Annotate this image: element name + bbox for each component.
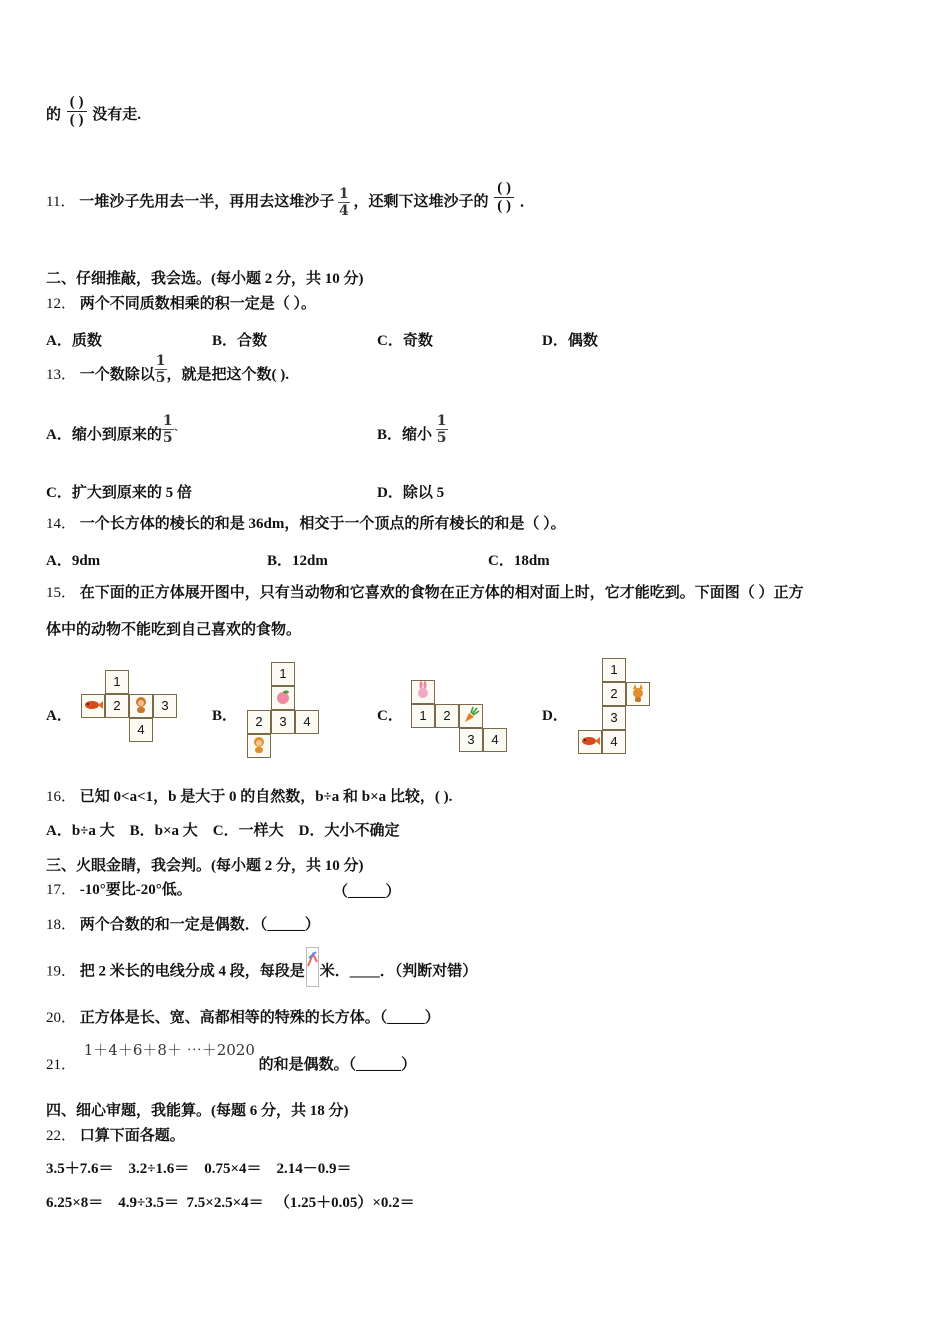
q10-prefix: 的 <box>46 106 62 123</box>
q16-number: 16． <box>46 789 77 805</box>
q13-line <box>46 353 290 387</box>
net-d-face-2: 2 <box>602 682 626 706</box>
q14-option-a[interactable]: A．9dm <box>46 553 101 569</box>
q15-text-a: 在下面的正方体展开图中，只有当动物和它喜欢的食物在正方体的相对面上时，它才能吃到。下面图（ ）正方 <box>79 585 804 601</box>
q20-number: 20． <box>46 1010 77 1026</box>
net-c-face-4: 4 <box>483 728 507 752</box>
monkey-icon <box>129 694 153 718</box>
q13-number: 13． <box>46 367 77 383</box>
q12-option-b[interactable]: B．合数 <box>212 333 268 349</box>
fraction-denominator: 5 <box>436 430 447 447</box>
q16-line <box>46 787 452 807</box>
q22-number: 22． <box>46 1128 77 1144</box>
q17-text: -10°要比-20°低。 <box>79 882 192 898</box>
net-c-face-2: 2 <box>435 704 459 728</box>
fish-icon <box>578 730 602 754</box>
q10-blank-fraction <box>67 94 87 129</box>
q13-option-a-tail: ` <box>173 427 179 443</box>
carrot-icon <box>459 704 483 728</box>
q17-number: 17． <box>46 882 77 898</box>
q19-line <box>46 957 477 987</box>
q19-text-a: 把 2 米长的电线分成 4 段，每段是 <box>79 963 305 980</box>
q11-blank-fraction <box>494 180 514 215</box>
q13-option-d[interactable]: D．除以 5 <box>377 485 445 501</box>
net-b-face-3: 3 <box>271 710 295 734</box>
q12-option-a[interactable]: A．质数 <box>46 333 102 349</box>
net-a-face-3: 3 <box>153 694 177 718</box>
q13-option-c[interactable]: C．扩大到原来的 5 倍 <box>46 485 192 501</box>
net-a-face-1: 1 <box>105 670 129 694</box>
net-c-face-1: 1 <box>411 704 435 728</box>
q19-number: 19． <box>46 963 77 980</box>
q21-expression: 1＋4＋6＋8＋ ⋯＋2020 <box>83 1041 255 1059</box>
q13-option-a[interactable] <box>46 413 179 447</box>
q13-text-b: ，就是把这个数( ). <box>166 367 290 383</box>
calc-row-2: 6.25×8＝ 4.9÷3.5＝ 7.5×2.5×4＝ （1.25＋0.05）×0.2＝ <box>46 1195 415 1211</box>
net-a-face-2: 2 <box>105 694 129 718</box>
rabbit-icon <box>411 680 435 704</box>
net-b-face-4: 4 <box>295 710 319 734</box>
net-b-face-2: 2 <box>247 710 271 734</box>
cat-icon <box>626 682 650 706</box>
q14-text: 一个长方体的棱长的和是 36dm，相交于一个顶点的所有棱长的和是（ ）。 <box>79 516 566 532</box>
net-d-face-1: 1 <box>602 658 626 682</box>
q18-number: 18． <box>46 917 77 933</box>
q19-text-b: 米．____．（判断对错） <box>319 963 478 980</box>
q11-end: ． <box>519 193 535 210</box>
q18-text: 两个合数的和一定是偶数．（_____） <box>79 917 320 933</box>
q14-number: 14． <box>46 516 77 532</box>
q14-option-b[interactable]: B．12dm <box>267 553 328 569</box>
q13-text-a: 一个数除以 <box>79 367 155 383</box>
q15-option-c-label[interactable]: C． <box>377 708 403 724</box>
broken-fraction-image <box>306 947 319 987</box>
q16-options[interactable]: A．b÷a 大 B．b×a 大 C．一样大 D．大小不确定 <box>46 823 400 839</box>
q11-text-b: ，还剩下这堆沙子的 <box>353 193 489 210</box>
q21-line <box>46 1041 417 1075</box>
fraction-denominator: 5 <box>155 370 166 387</box>
q15-option-b-label[interactable]: B． <box>212 708 238 724</box>
fraction-denominator: 5 <box>162 430 173 447</box>
q11-line <box>46 180 535 219</box>
q14-option-c[interactable]: C．18dm <box>488 553 550 569</box>
monkey-icon <box>247 734 271 758</box>
calc-row-1: 3.5＋7.6＝ 3.2÷1.6＝ 0.75×4＝ 2.14－0.9＝ <box>46 1161 352 1177</box>
q20-text: 正方体是长、宽、高都相等的特殊的长方体。（_____） <box>79 1010 440 1026</box>
fraction-denominator: 4 <box>338 203 349 219</box>
q13-option-a-text: A．缩小到原来的 <box>46 427 162 443</box>
q15-line-1 <box>46 583 804 603</box>
section-2-heading: 二、仔细推敲，我会选。(每小题 2 分，共 10 分) <box>46 271 364 287</box>
q17-line <box>46 880 192 900</box>
q16-text: 已知 0<a<1，b 是大于 0 的自然数，b÷a 和 b×a 比较，( ). <box>79 789 453 805</box>
fraction-denominator-blank: ( ) <box>494 197 514 215</box>
q15-option-d-label[interactable]: D． <box>542 708 568 724</box>
q11-number: 11． <box>46 193 76 210</box>
q17-answer-blank[interactable]: （_____） <box>333 884 401 900</box>
q13-fraction-fifth <box>155 353 167 386</box>
q11-text-a: 一堆沙子先用去一半，再用去这堆沙子 <box>79 193 335 210</box>
fraction-numerator-blank: ( ) <box>497 180 511 196</box>
q13-option-a-fraction <box>162 413 174 446</box>
q18-line <box>46 915 320 935</box>
q11-fraction-quarter <box>338 186 350 219</box>
fraction-denominator-blank: ( ) <box>67 111 87 129</box>
peach-icon <box>271 686 295 710</box>
q15-number: 15． <box>46 585 77 601</box>
q14-line <box>46 514 566 534</box>
net-c-face-3: 3 <box>459 728 483 752</box>
q10-tail-line <box>46 94 142 129</box>
section-3-heading: 三、火眼金睛，我会判。(每小题 2 分，共 10 分) <box>46 858 364 874</box>
q13-option-b-text: B．缩小 <box>377 427 433 443</box>
net-a-face-4: 4 <box>129 718 153 742</box>
q21-number: 21． <box>46 1057 77 1073</box>
q15-line-2: 体中的动物不能吃到自己喜欢的食物。 <box>46 622 302 638</box>
q21-text: 的和是偶数。（______） <box>258 1057 417 1073</box>
q12-line <box>46 294 316 314</box>
q20-line <box>46 1008 440 1028</box>
q13-option-b-fraction <box>436 413 448 446</box>
q15-option-a-label[interactable]: A． <box>46 708 72 724</box>
q12-option-c[interactable]: C．奇数 <box>377 333 433 349</box>
q12-text: 两个不同质数相乘的积一定是（ ）。 <box>79 296 317 312</box>
net-d-face-3: 3 <box>602 706 626 730</box>
q12-number: 12． <box>46 296 77 312</box>
q10-suffix: 没有走. <box>92 106 142 123</box>
q13-option-b[interactable] <box>377 413 448 447</box>
fraction-numerator: 1 <box>436 413 447 430</box>
q22-line <box>46 1126 185 1146</box>
q12-option-d[interactable]: D．偶数 <box>542 333 598 349</box>
fraction-numerator: 1 <box>162 413 173 430</box>
fraction-numerator: 1 <box>338 186 349 202</box>
fish-icon <box>81 694 105 718</box>
q22-text: 口算下面各题。 <box>79 1128 185 1144</box>
fraction-numerator: 1 <box>155 353 166 370</box>
net-b-face-1: 1 <box>271 662 295 686</box>
section-4-heading: 四、细心审题，我能算。(每题 6 分，共 18 分) <box>46 1103 349 1119</box>
net-d-face-4: 4 <box>602 730 626 754</box>
fraction-numerator-blank: ( ) <box>69 94 84 110</box>
